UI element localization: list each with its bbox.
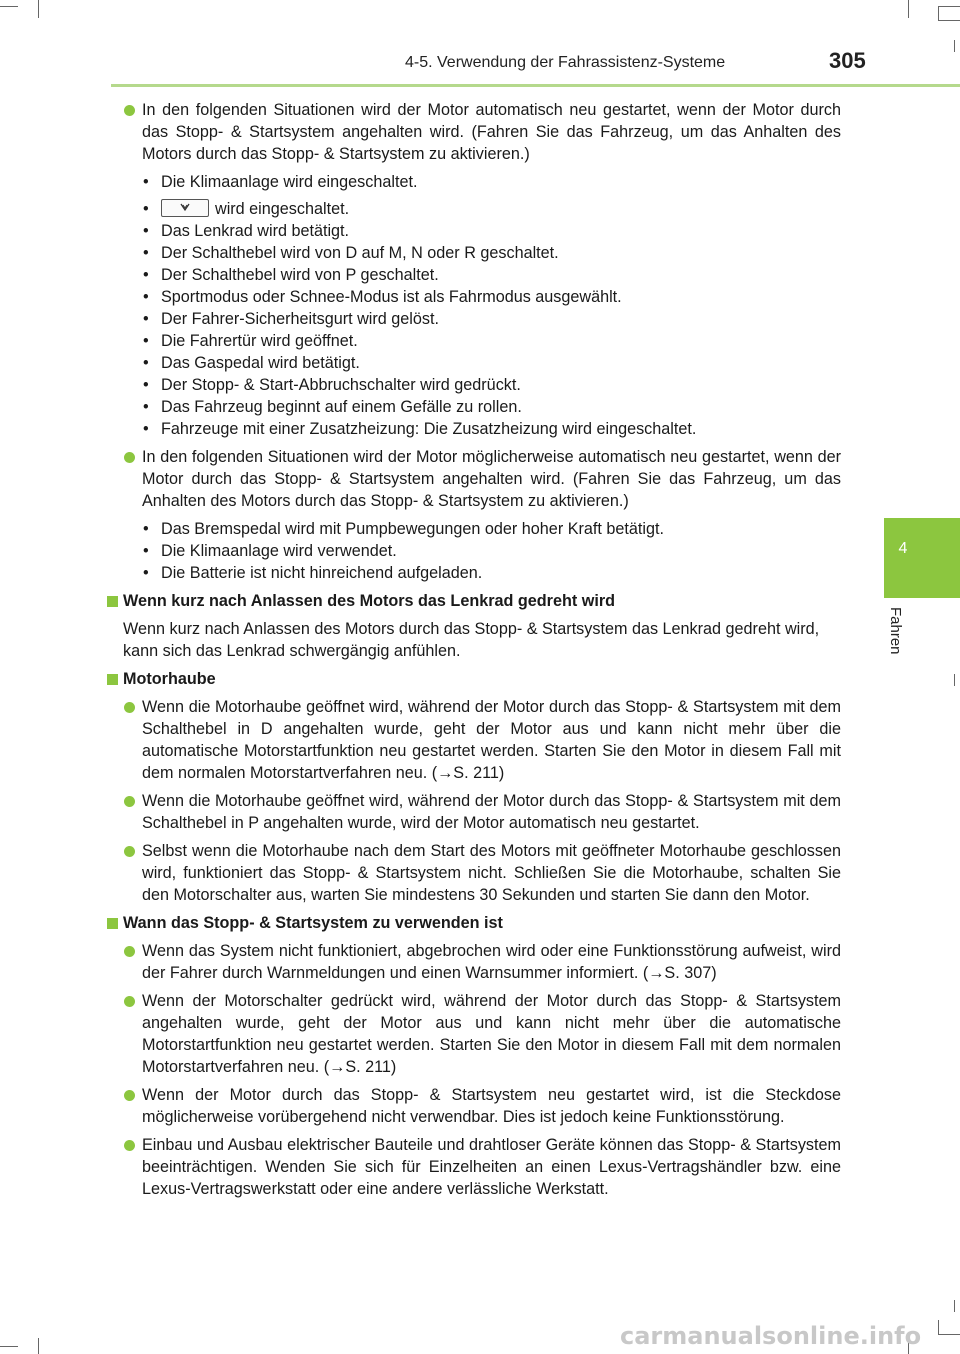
crop-mark (938, 20, 960, 21)
list-item-text: Der Fahrer-Sicherheitsgurt wird gelöst. (161, 310, 439, 328)
list-item: • Die Klimaanlage wird verwendet. (143, 542, 397, 560)
crop-mark (954, 40, 955, 52)
watermark: carmanualsonline.info (620, 1322, 922, 1350)
bullet-paragraph (100, 790, 841, 834)
bullet-dot-icon (124, 1140, 135, 1151)
bullet-text: Selbst wenn die Motorhaube nach dem Start des Motors mit geöffneter Motorhaube geschlossen wird, funktioniert das Stopp- & Startsystem nicht. Schließen Sie die Motorhaube, schalten Sie den Motorschalter aus, warten Sie mindestens 30 Sekunden und starten Sie dann den Motor. (142, 842, 841, 904)
crop-mark (954, 1300, 955, 1312)
crop-mark (38, 0, 39, 18)
list-item-text: Der Stopp- & Start-Abbruchschalter wird gedrückt. (161, 376, 521, 394)
crop-mark (0, 1346, 18, 1347)
bullet-paragraph (100, 696, 841, 784)
list-item-text: Die Batterie ist nicht hinreichend aufgeladen. (161, 564, 483, 582)
bullet-paragraph (100, 990, 841, 1078)
crop-mark (938, 6, 960, 7)
heading-square-icon (107, 674, 118, 685)
crop-mark (954, 674, 955, 686)
list-item: • Die Batterie ist nicht hinreichend aufgeladen. (143, 564, 483, 582)
maybe-restart-list (100, 518, 841, 584)
section-heading (100, 912, 841, 934)
heading-text: Wann das Stopp- & Startsystem zu verwenden ist (123, 914, 503, 932)
list-item-text: Das Lenkrad wird betätigt. (161, 222, 350, 240)
section-heading (100, 590, 841, 612)
bullet-paragraph (100, 1084, 841, 1128)
bullet-dot-icon (124, 702, 135, 713)
list-item-text: Das Bremspedal wird mit Pumpbewegungen oder hoher Kraft betätigt. (161, 520, 664, 538)
bullet-paragraph (100, 99, 841, 165)
page-number: 305 (829, 48, 866, 73)
list-item-text: Die Fahrertür wird geöffnet. (161, 332, 358, 350)
list-item: • Das Lenkrad wird betätigt. (143, 222, 350, 240)
list-item: • Das Fahrzeug beginnt auf einem Gefälle zu rollen. (143, 398, 522, 416)
list-item: • Die Klimaanlage wird eingeschaltet. (143, 173, 418, 191)
list-item: • Die Fahrertür wird geöffnet. (143, 332, 358, 350)
bullet-dot-icon (124, 846, 135, 857)
paragraph: Wenn kurz nach Anlassen des Motors durch das Stopp- & Startsystem das Lenkrad gedreht wird, kann sich das Lenkrad schwergängig anfühlen. (123, 620, 820, 660)
list-item: • wird eingeschaltet. (143, 200, 350, 218)
chapter-tab (884, 518, 960, 598)
list-item: • Der Fahrer-Sicherheitsgurt wird gelöst. (143, 310, 439, 328)
list-item-text: Fahrzeuge mit einer Zusatzheizung: Die Zusatzheizung wird eingeschaltet. (161, 420, 697, 438)
crop-mark (908, 0, 909, 18)
list-item-text: wird eingeschaltet. (215, 200, 350, 218)
crop-mark (938, 6, 939, 20)
heading-square-icon (107, 596, 118, 607)
list-item: • Das Gaspedal wird betätigt. (143, 354, 360, 372)
bullet-dot-icon (124, 105, 135, 116)
bullet-text: Wenn die Motorhaube geöffnet wird, während der Motor durch das Stopp- & Startsystem mit dem Schalthebel in P angehalten wurde, wird der Motor automatisch neu gestartet. (142, 792, 841, 832)
restart-list (100, 171, 841, 440)
list-item-text: Die Klimaanlage wird verwendet. (161, 542, 397, 560)
crop-mark (38, 1338, 39, 1354)
section-heading (100, 668, 841, 690)
list-item: • Das Bremspedal wird mit Pumpbewegungen oder hoher Kraft betätigt. (143, 520, 664, 538)
heading-text: Wenn kurz nach Anlassen des Motors das Lenkrad gedreht wird (123, 592, 616, 610)
bullet-dot-icon (124, 946, 135, 957)
main-content (100, 99, 841, 1206)
section-title: 4-5. Verwendung der Fahrassistenz-Systeme (405, 54, 726, 71)
list-item-text: Der Schalthebel wird von D auf M, N oder R geschaltet. (161, 244, 559, 262)
windshield-defogger-button-icon (161, 199, 209, 217)
bullet-dot-icon (124, 796, 135, 807)
bullet-paragraph (100, 446, 841, 512)
list-item: • Der Stopp- & Start-Abbruchschalter wird gedrückt. (143, 376, 521, 394)
bullet-dot-icon (124, 996, 135, 1007)
list-item-text: Die Klimaanlage wird eingeschaltet. (161, 173, 418, 191)
bullet-dot-icon (124, 452, 135, 463)
list-item-text: Das Gaspedal wird betätigt. (161, 354, 360, 372)
list-item: • Sportmodus oder Schnee-Modus ist als Fahrmodus ausgewählt. (143, 288, 622, 306)
list-item: • Der Schalthebel wird von D auf M, N oder R geschaltet. (143, 244, 559, 262)
heading-text: Motorhaube (123, 670, 216, 688)
bullet-text: Wenn das System nicht funktioniert, abgebrochen wird oder eine Funktionsstörung aufweist, wird der Fahrer durch Warnmeldungen und einen Warnsummer informiert. (→S. 307) (142, 942, 841, 982)
chapter-label-text: Fahren (887, 607, 904, 655)
chapter-label (888, 607, 912, 677)
crop-mark (938, 1334, 960, 1335)
bullet-text: In den folgenden Situationen wird der Motor möglicherweise automatisch neu gestartet, wenn der Motor durch das Stopp- & Startsystem angehalten wird. (Fahren Sie das Fahrzeug, um das Anhalten des Motors durch das Stopp- & Startsystem zu aktivieren.) (142, 448, 841, 510)
list-item-text: Das Fahrzeug beginnt auf einem Gefälle zu rollen. (161, 398, 522, 416)
bullet-dot-icon (124, 1090, 135, 1101)
bullet-text: Wenn die Motorhaube geöffnet wird, während der Motor durch das Stopp- & Startsystem mit dem Schalthebel in D angehalten wurde, geht der Motor aus und kann nicht mehr über die automatische Motorstartfunktion neu gestartet werden. Starten Sie den Motor in diesem Fall mit dem normalen Motorstartverfahren neu. (→S. 211) (142, 698, 841, 782)
header-rule (111, 84, 960, 87)
bullet-text: Einbau und Ausbau elektrischer Bauteile und drahtloser Geräte können das Stopp- & Startsystem beeinträchtigen. Wenden Sie sich für Einzelheiten an einen Lexus-Vertragshändler bzw. eine Lexus-Vertragswerkstatt oder eine andere verlässliche Werkstatt. (142, 1136, 841, 1198)
bullet-text: Wenn der Motorschalter gedrückt wird, während der Motor durch das Stopp- & Startsystem angehalten wurde, geht der Motor aus und kann nicht mehr über die automatische Motorstartfunktion neu gestartet werden. Starten Sie den Motor in diesem Fall mit dem normalen Motorstartverfahren neu. (→S. 211) (142, 992, 841, 1076)
crop-mark (0, 6, 18, 7)
bullet-text: In den folgenden Situationen wird der Motor automatisch neu gestartet, wenn der Motor durch das Stopp- & Startsystem angehalten wird. (Fahren Sie das Fahrzeug, um das Anhalten des Motors durch das Stopp- & Startsystem zu aktivieren.) (142, 101, 841, 163)
bullet-text: Wenn der Motor durch das Stopp- & Startsystem neu gestartet wird, ist die Steckdose möglicherweise vorübergehend nicht verwendbar. Dies ist jedoch keine Funktionsstörung. (142, 1086, 841, 1126)
heading-square-icon (107, 918, 118, 929)
bullet-paragraph (100, 940, 841, 984)
crop-mark (938, 1320, 939, 1334)
list-item: • Fahrzeuge mit einer Zusatzheizung: Die Zusatzheizung wird eingeschaltet. (143, 420, 697, 438)
list-item-text: Der Schalthebel wird von P geschaltet. (161, 266, 439, 284)
list-item-text: Sportmodus oder Schnee-Modus ist als Fahrmodus ausgewählt. (161, 288, 622, 306)
bullet-paragraph (100, 1134, 841, 1200)
bullet-paragraph (100, 840, 841, 906)
list-item: • Der Schalthebel wird von P geschaltet. (143, 266, 439, 284)
chapter-number: 4 (898, 540, 908, 557)
